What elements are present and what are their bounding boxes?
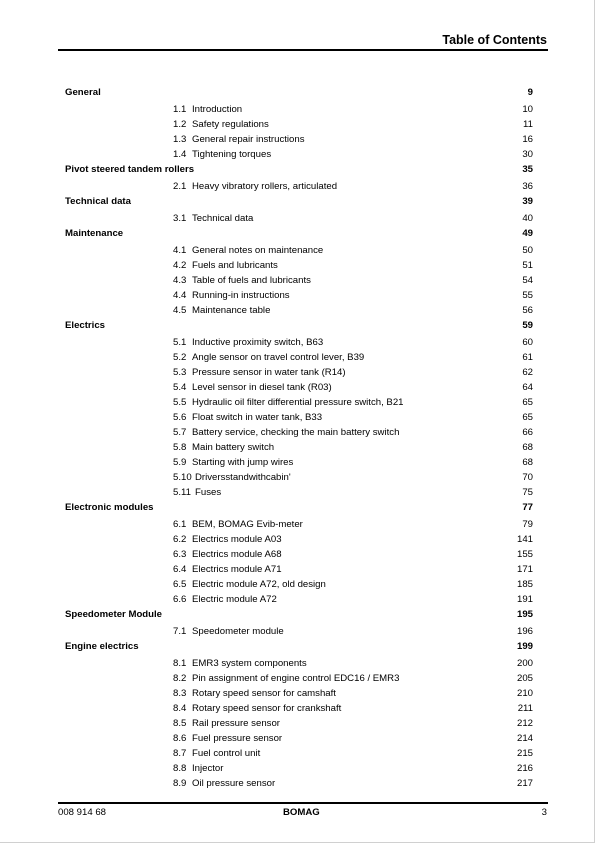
section-number: 6.5 — [173, 579, 187, 590]
section-number: 4.5 — [173, 305, 187, 316]
chapter-title: Pivot steered tandem rollers — [65, 164, 195, 175]
toc-page-number: 36 — [522, 181, 533, 192]
section-number: 5.10 — [173, 472, 192, 483]
toc-section-row[interactable] — [0, 211, 596, 226]
section-number: 1.2 — [173, 119, 187, 130]
toc-chapter-row[interactable] — [0, 194, 596, 211]
toc-section-row[interactable] — [0, 731, 596, 746]
section-title: Hydraulic oil filter differential pressure switch, B21 — [192, 397, 404, 408]
toc-page-number: 211 — [517, 703, 533, 714]
section-title: Electric module A72 — [192, 594, 277, 605]
toc-section-row[interactable] — [0, 562, 596, 577]
toc-chapter-row[interactable] — [0, 226, 596, 243]
toc-page-number: 66 — [522, 427, 533, 438]
section-number: 8.7 — [173, 748, 187, 759]
toc-page-number: 196 — [516, 626, 533, 637]
chapter-title: Electrics — [65, 320, 106, 331]
toc-page-number: 9 — [527, 87, 533, 98]
toc-section-row[interactable] — [0, 380, 596, 395]
toc-page-number: 171 — [516, 564, 533, 575]
toc-chapter-row[interactable] — [0, 639, 596, 656]
section-number: 4.1 — [173, 245, 187, 256]
section-number: 8.8 — [173, 763, 187, 774]
toc-section-row[interactable] — [0, 147, 596, 162]
section-title: Rail pressure sensor — [192, 718, 280, 729]
toc-page-number: 51 — [522, 260, 533, 271]
toc-page-number: 199 — [516, 641, 533, 652]
header-rule — [58, 49, 548, 51]
toc-page-number: 79 — [522, 519, 533, 530]
section-number: 5.3 — [173, 367, 187, 378]
toc-section-row[interactable] — [0, 776, 596, 791]
toc-page-number: 68 — [522, 442, 533, 453]
toc-section-row[interactable] — [0, 547, 596, 562]
toc-page-number: 210 — [516, 688, 533, 699]
toc-page-number: 141 — [516, 534, 533, 545]
toc-section-row[interactable] — [0, 577, 596, 592]
section-number: 1.4 — [173, 149, 187, 160]
section-title: Maintenance table — [192, 305, 271, 316]
section-number: 3.1 — [173, 213, 187, 224]
toc-section-row[interactable] — [0, 365, 596, 380]
toc-page-number: 40 — [522, 213, 533, 224]
toc-section-row[interactable] — [0, 746, 596, 761]
chapter-title: Electronic modules — [65, 502, 154, 513]
section-title: Electrics module A68 — [192, 549, 282, 560]
section-number: 5.5 — [173, 397, 187, 408]
toc-section-row[interactable] — [0, 132, 596, 147]
section-title: Angle sensor on travel control lever, B39 — [192, 352, 365, 363]
section-number: 8.3 — [173, 688, 187, 699]
toc-page-number: 70 — [522, 472, 533, 483]
toc-section-row[interactable] — [0, 335, 596, 350]
toc-chapter-row[interactable] — [0, 85, 596, 102]
section-number: 7.1 — [173, 626, 187, 637]
section-number: 2.1 — [173, 181, 187, 192]
toc-section-row[interactable] — [0, 243, 596, 258]
toc-section-row[interactable] — [0, 440, 596, 455]
section-number: 5.4 — [173, 382, 187, 393]
section-number: 5.7 — [173, 427, 187, 438]
section-number: 8.5 — [173, 718, 187, 729]
toc-page-number: 35 — [522, 164, 533, 175]
section-number: 6.6 — [173, 594, 187, 605]
section-number: 8.1 — [173, 658, 187, 669]
section-title: Starting with jump wires — [192, 457, 294, 468]
toc-section-row[interactable] — [0, 716, 596, 731]
footer-rule — [58, 802, 548, 804]
section-title: Pin assignment of engine control EDC16 / EMR3 — [192, 673, 400, 684]
toc-section-row[interactable] — [0, 425, 596, 440]
section-title: Introduction — [192, 104, 243, 115]
toc-chapter-row[interactable] — [0, 500, 596, 517]
toc-section-row[interactable] — [0, 761, 596, 776]
toc-section-row[interactable] — [0, 273, 596, 288]
toc-page-number: 59 — [522, 320, 533, 331]
toc-page-number: 216 — [516, 763, 533, 774]
toc-chapter-row[interactable] — [0, 318, 596, 335]
table-of-contents — [0, 85, 596, 791]
toc-section-row[interactable] — [0, 671, 596, 686]
section-title: Technical data — [192, 213, 254, 224]
toc-page-number: 60 — [522, 337, 533, 348]
toc-page-number: 75 — [522, 487, 533, 498]
chapter-title: Maintenance — [65, 228, 124, 239]
chapter-title: Engine electrics — [65, 641, 139, 652]
section-title: Electric module A72, old design — [192, 579, 326, 590]
toc-section-row[interactable] — [0, 686, 596, 701]
toc-page-number: 10 — [522, 104, 533, 115]
page-title: Table of Contents — [442, 33, 547, 47]
section-title: Running-in instructions — [192, 290, 290, 301]
toc-page-number: 217 — [516, 778, 533, 789]
toc-page-number: 65 — [522, 412, 533, 423]
section-number: 6.2 — [173, 534, 187, 545]
toc-page-number: 64 — [522, 382, 533, 393]
section-title: Driversstandwithcabin' — [195, 472, 291, 483]
section-title: Heavy vibratory rollers, articulated — [192, 181, 338, 192]
section-number: 8.4 — [173, 703, 187, 714]
section-number: 4.4 — [173, 290, 187, 301]
section-number: 5.6 — [173, 412, 187, 423]
chapter-title: Speedometer Module — [65, 609, 163, 620]
chapter-title: Technical data — [65, 196, 131, 207]
toc-section-row[interactable] — [0, 656, 596, 671]
toc-page-number: 62 — [522, 367, 533, 378]
section-number: 5.8 — [173, 442, 187, 453]
toc-section-row[interactable] — [0, 485, 596, 500]
toc-section-row[interactable] — [0, 455, 596, 470]
toc-page-number: 68 — [522, 457, 533, 468]
toc-page-number: 49 — [522, 228, 533, 239]
section-title: BEM, BOMAG Evib-meter — [192, 519, 303, 530]
section-number: 5.1 — [173, 337, 187, 348]
section-number: 6.4 — [173, 564, 187, 575]
section-title: Fuses — [195, 487, 222, 498]
section-title: Injector — [192, 763, 224, 774]
section-title: Fuels and lubricants — [192, 260, 278, 271]
section-title: Rotary speed sensor for crankshaft — [192, 703, 342, 714]
toc-page-number: 61 — [522, 352, 533, 363]
section-title: Pressure sensor in water tank (R14) — [192, 367, 346, 378]
section-title: Inductive proximity switch, B63 — [192, 337, 324, 348]
toc-section-row[interactable] — [0, 592, 596, 607]
section-number: 5.11 — [173, 487, 191, 498]
section-title: Oil pressure sensor — [192, 778, 276, 789]
toc-section-row[interactable] — [0, 288, 596, 303]
toc-section-row[interactable] — [0, 701, 596, 716]
toc-page-number: 65 — [522, 397, 533, 408]
toc-chapter-row[interactable] — [0, 607, 596, 624]
toc-page-number: 56 — [522, 305, 533, 316]
section-number: 5.2 — [173, 352, 187, 363]
section-title: Fuel control unit — [192, 748, 261, 759]
toc-section-row[interactable] — [0, 117, 596, 132]
document-number: 008 914 68 — [58, 807, 107, 818]
section-title: Level sensor in diesel tank (R03) — [192, 382, 332, 393]
toc-section-row[interactable] — [0, 624, 596, 639]
section-title: Fuel pressure sensor — [192, 733, 283, 744]
toc-page-number: 77 — [522, 502, 533, 513]
brand-name: BOMAG — [283, 807, 320, 818]
toc-page-number: 55 — [522, 290, 533, 301]
toc-section-row[interactable] — [0, 517, 596, 532]
section-number: 8.6 — [173, 733, 187, 744]
section-number: 4.3 — [173, 275, 187, 286]
chapter-title: General — [65, 87, 101, 98]
section-title: Tightening torques — [192, 149, 272, 160]
toc-page-number: 155 — [516, 549, 533, 560]
section-title: General notes on maintenance — [192, 245, 324, 256]
toc-section-row[interactable] — [0, 258, 596, 273]
toc-section-row[interactable] — [0, 102, 596, 117]
toc-page-number: 214 — [516, 733, 533, 744]
toc-section-row[interactable] — [0, 179, 596, 194]
section-title: Safety regulations — [192, 119, 269, 130]
section-number: 1.1 — [173, 104, 187, 115]
toc-page-number: 39 — [522, 196, 533, 207]
section-number: 5.9 — [173, 457, 187, 468]
toc-section-row[interactable] — [0, 470, 596, 485]
toc-page-number: 16 — [522, 134, 533, 145]
section-number: 1.3 — [173, 134, 187, 145]
section-title: Battery service, checking the main battery switch — [192, 427, 400, 438]
section-title: Electrics module A71 — [192, 564, 282, 575]
section-number: 8.2 — [173, 673, 187, 684]
section-title: General repair instructions — [192, 134, 305, 145]
section-title: EMR3 system components — [192, 658, 307, 669]
section-title: Speedometer module — [192, 626, 284, 637]
toc-section-row[interactable] — [0, 350, 596, 365]
section-number: 6.3 — [173, 549, 187, 560]
section-title: Electrics module A03 — [192, 534, 282, 545]
toc-page-number: 185 — [516, 579, 533, 590]
toc-page-number: 212 — [516, 718, 533, 729]
section-title: Table of fuels and lubricants — [192, 275, 311, 286]
toc-chapter-row[interactable] — [0, 162, 596, 179]
toc-page-number: 191 — [516, 594, 533, 605]
section-number: 8.9 — [173, 778, 187, 789]
toc-section-row[interactable] — [0, 303, 596, 318]
section-number: 4.2 — [173, 260, 187, 271]
toc-section-row[interactable] — [0, 410, 596, 425]
toc-page-number: 50 — [522, 245, 533, 256]
section-title: Float switch in water tank, B33 — [192, 412, 323, 423]
section-number: 6.1 — [173, 519, 187, 530]
section-title: Rotary speed sensor for camshaft — [192, 688, 336, 699]
section-title: Main battery switch — [192, 442, 275, 453]
toc-page-number: 11 — [523, 119, 533, 130]
toc-page-number: 215 — [516, 748, 533, 759]
toc-page-number: 54 — [522, 275, 533, 286]
toc-page-number: 30 — [522, 149, 533, 160]
toc-page-number: 195 — [516, 609, 533, 620]
toc-page-number: 200 — [516, 658, 533, 669]
toc-section-row[interactable] — [0, 395, 596, 410]
toc-page-number: 205 — [516, 673, 533, 684]
page-number: 3 — [541, 807, 547, 818]
toc-section-row[interactable] — [0, 532, 596, 547]
